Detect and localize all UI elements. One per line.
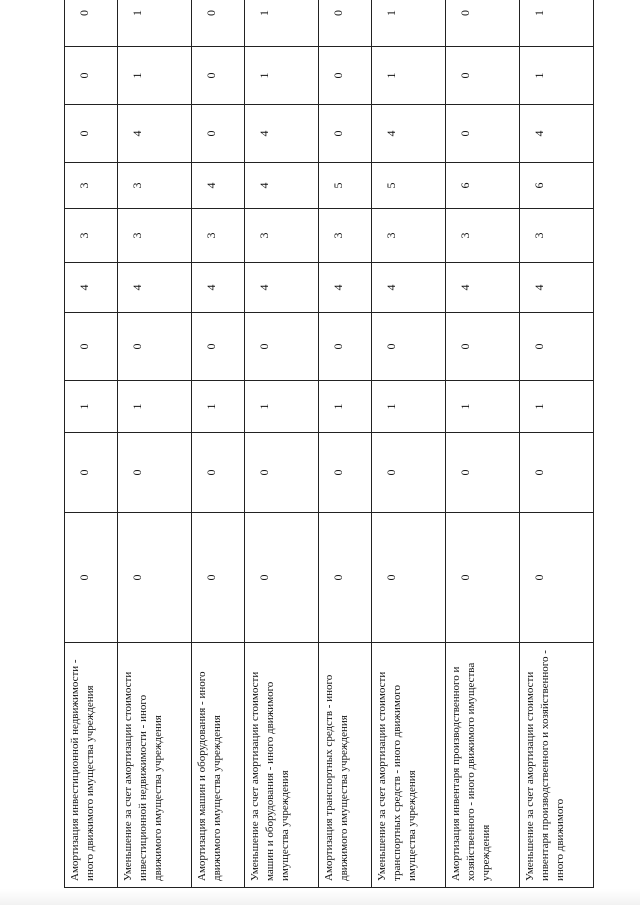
code-digit-cell: 1 [244, 47, 318, 105]
table-row [445, 0, 519, 888]
code-digit-cell: 4 [519, 105, 593, 163]
depreciation-table [64, 0, 594, 888]
code-digit-cell: 0 [371, 313, 445, 381]
code-digit-cell: 6 [445, 163, 519, 209]
table-row [117, 0, 191, 888]
code-digit-cell: 1 [371, 0, 445, 47]
code-digit-cell: 0 [65, 433, 118, 513]
table-row [191, 0, 244, 888]
code-digit-cell: 1 [191, 381, 244, 433]
code-digit-cell: 0 [244, 313, 318, 381]
code-digit-cell: 0 [318, 513, 371, 643]
code-digit-cell: 1 [519, 381, 593, 433]
table-row [244, 0, 318, 888]
code-digit-cell: 4 [65, 263, 118, 313]
code-digit-cell: 4 [371, 263, 445, 313]
code-digit-cell: 1 [519, 47, 593, 105]
row-label: Уменьшение за счет амортизации стоимости инвестиционной недвижимости - иного движимого имущества учреждения [117, 643, 191, 888]
rotated-page-content [64, 10, 594, 888]
table-row [371, 0, 445, 888]
code-digit-cell: 0 [519, 513, 593, 643]
code-digit-cell: 3 [445, 209, 519, 263]
table-row [519, 0, 593, 888]
code-digit-cell: 0 [191, 513, 244, 643]
code-digit-cell: 0 [65, 313, 118, 381]
code-digit-cell: 3 [371, 209, 445, 263]
row-label: Уменьшение за счет амортизации стоимости инвентаря производственного и хозяйственного - иного движимого [519, 643, 593, 888]
code-digit-cell: 4 [445, 263, 519, 313]
code-digit-cell: 0 [371, 513, 445, 643]
code-digit-cell: 4 [117, 263, 191, 313]
code-digit-cell: 0 [445, 0, 519, 47]
code-digit-cell: 3 [519, 209, 593, 263]
code-digit-cell: 4 [318, 263, 371, 313]
code-digit-cell: 0 [318, 433, 371, 513]
code-digit-cell: 0 [117, 433, 191, 513]
code-digit-cell: 4 [191, 263, 244, 313]
code-digit-cell: 4 [519, 263, 593, 313]
code-digit-cell: 0 [445, 47, 519, 105]
table-row [65, 0, 118, 888]
code-digit-cell: 1 [117, 0, 191, 47]
code-digit-cell: 1 [318, 381, 371, 433]
code-digit-cell: 5 [371, 163, 445, 209]
code-digit-cell: 0 [191, 433, 244, 513]
row-label: Уменьшение за счет амортизации стоимости машин и оборудования - иного движимого имущества учреждения [244, 643, 318, 888]
code-digit-cell: 1 [244, 381, 318, 433]
code-digit-cell: 0 [519, 433, 593, 513]
code-digit-cell: 4 [117, 105, 191, 163]
code-digit-cell: 0 [318, 313, 371, 381]
row-label: Амортизация транспортных средств - иного движимого имущества учреждения [318, 643, 371, 888]
code-digit-cell: 3 [117, 209, 191, 263]
code-digit-cell: 4 [244, 105, 318, 163]
code-digit-cell: 0 [191, 0, 244, 47]
code-digit-cell: 0 [244, 433, 318, 513]
code-digit-cell: 0 [318, 0, 371, 47]
code-digit-cell: 0 [65, 105, 118, 163]
code-digit-cell: 1 [371, 381, 445, 433]
code-digit-cell: 0 [65, 47, 118, 105]
code-digit-cell: 0 [445, 513, 519, 643]
code-digit-cell: 1 [445, 381, 519, 433]
code-digit-cell: 0 [445, 313, 519, 381]
code-digit-cell: 1 [117, 47, 191, 105]
code-digit-cell: 0 [117, 513, 191, 643]
code-digit-cell: 4 [371, 105, 445, 163]
code-digit-cell: 1 [371, 47, 445, 105]
code-digit-cell: 3 [191, 209, 244, 263]
code-digit-cell: 4 [244, 263, 318, 313]
code-digit-cell: 1 [117, 381, 191, 433]
page-bottom-edge [0, 889, 640, 905]
code-digit-cell: 0 [519, 313, 593, 381]
code-digit-cell: 0 [191, 47, 244, 105]
code-digit-cell: 0 [244, 513, 318, 643]
code-digit-cell: 0 [445, 105, 519, 163]
code-digit-cell: 0 [65, 0, 118, 47]
code-digit-cell: 0 [65, 513, 118, 643]
code-digit-cell: 1 [65, 381, 118, 433]
code-digit-cell: 1 [244, 0, 318, 47]
table-row [318, 0, 371, 888]
code-digit-cell: 3 [244, 209, 318, 263]
row-label: Уменьшение за счет амортизации стоимости транспортных средств - иного движимого имущества учреждения [371, 643, 445, 888]
code-digit-cell: 0 [117, 313, 191, 381]
row-label: Амортизация машин и оборудования - иного движимого имущества учреждения [191, 643, 244, 888]
code-digit-cell: 0 [191, 313, 244, 381]
code-digit-cell: 4 [244, 163, 318, 209]
row-label: Амортизация инвентаря производственного и хозяйственного - иного движимого имущества учреждения [445, 643, 519, 888]
code-digit-cell: 5 [318, 163, 371, 209]
code-digit-cell: 0 [445, 433, 519, 513]
code-digit-cell: 4 [191, 163, 244, 209]
code-digit-cell: 3 [318, 209, 371, 263]
row-label: Амортизация инвестиционной недвижимости - иного движимого имущества учреждения [65, 643, 118, 888]
code-digit-cell: 3 [65, 163, 118, 209]
code-digit-cell: 0 [318, 105, 371, 163]
code-digit-cell: 3 [117, 163, 191, 209]
code-digit-cell: 0 [318, 47, 371, 105]
code-digit-cell: 0 [371, 433, 445, 513]
code-digit-cell: 3 [65, 209, 118, 263]
code-digit-cell: 1 [519, 0, 593, 47]
code-digit-cell: 0 [191, 105, 244, 163]
code-digit-cell: 6 [519, 163, 593, 209]
